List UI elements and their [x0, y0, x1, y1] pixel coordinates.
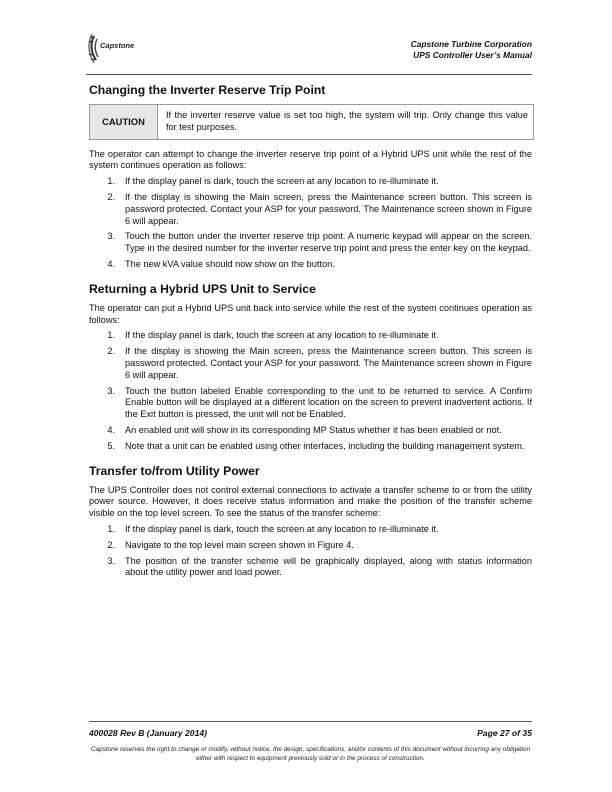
page-number: Page 27 of 35 [477, 728, 532, 738]
company-name: Capstone Turbine Corporation [410, 39, 532, 49]
step-text: Touch the button labeled Enable corresponding to the unit to be returned to service. A Confirm Enable button will be displayed at a different location on the screen to prevent inadvertent actions. If the Exit button is pressed, the unit will not be Enabled. [125, 385, 532, 420]
step-text: Touch the button under the inverter reserve trip point. A numeric keypad will appear on the screen. Type in the desired number for the inverter reserve trip point and press the enter key on the keypad. [125, 231, 532, 254]
step-number: 1. [107, 330, 115, 341]
section-title-inverter-reserve: Changing the Inverter Reserve Trip Point [89, 83, 326, 97]
list-item [89, 540, 532, 552]
section-title-transfer-utility-power: Transfer to/from Utility Power [89, 463, 260, 478]
step-number: 5. [107, 440, 115, 451]
step-text: If the display panel is dark, touch the screen at any location to re-illuminate it. [125, 523, 439, 534]
caution-text: If the inverter reserve value is set too high, the system will trip. Only change this value for test purposes. [166, 110, 528, 132]
step-text: The new kVA value should now show on the button. [125, 258, 335, 269]
list-item [89, 259, 532, 271]
list-item [89, 346, 532, 381]
step-text: Navigate to the top level main screen shown in Figure 4. [125, 539, 354, 550]
step-number: 2. [107, 539, 115, 550]
caution-label: CAUTION [90, 105, 158, 139]
section-intro: The operator can attempt to change the inverter reserve trip point of a Hybrid UPS unit while the rest of the system continues operation as follows: [89, 148, 532, 171]
capstone-logo [86, 30, 146, 66]
list-item [89, 556, 532, 580]
list-item [89, 441, 532, 453]
step-number: 3. [107, 231, 115, 242]
steps-list [89, 330, 532, 452]
header-titles [411, 39, 532, 60]
step-text: If the display panel is dark, touch the screen at any location to re-illuminate it. [125, 330, 439, 341]
step-number: 1. [107, 523, 115, 534]
list-item [89, 425, 532, 437]
page-content [89, 83, 532, 590]
step-number: 3. [107, 385, 115, 396]
step-text: If the display is showing the Main screen, press the Maintenance screen button. This screen is password protected. Contact your ASP for your password. The Maintenance screen shown in Figure 6 will appear. [125, 191, 532, 226]
logo-text: Capstone [100, 41, 135, 50]
step-number: 2. [107, 191, 115, 202]
list-item [89, 386, 532, 421]
step-text: An enabled unit will show in its corresponding MP Status whether it has been enabled or not. [125, 424, 502, 435]
footer-disclaimer: Capstone reserves the right to change or modify, without notice, the design, specifications, and/or contents of this document without incurring any obligation either with respect to equipment previously sold or in the process of construction. [90, 746, 531, 762]
step-text: The position of the transfer scheme will be graphically displayed, along with status information about the utility power and load power. [125, 555, 532, 578]
document-id: 400028 Rev B (January 2014) [89, 728, 208, 738]
step-number: 2. [107, 346, 115, 357]
section-intro: The UPS Controller does not control external connections to activate a transfer scheme to or from the utility power source. However, it does receive status information and make the position of the transfer scheme visible on the top level screen. To see the status of the transfer scheme: [89, 484, 532, 519]
step-number: 4. [107, 424, 115, 435]
step-number: 3. [107, 555, 115, 566]
step-number: 1. [107, 176, 115, 187]
step-text: Note that a unit can be enabled using other interfaces, including the building management system. [125, 440, 525, 451]
steps-list [89, 524, 532, 579]
list-item [89, 231, 532, 255]
step-number: 4. [107, 258, 115, 269]
manual-title: UPS Controller User’s Manual [413, 49, 532, 60]
page-header [86, 30, 532, 75]
list-item [89, 524, 532, 536]
step-text: If the display panel is dark, touch the screen at any location to re-illuminate it. [125, 176, 439, 187]
list-item [89, 176, 532, 188]
list-item [89, 330, 532, 342]
page-footer [89, 721, 532, 763]
section-title-returning-to-service: Returning a Hybrid UPS Unit to Service [89, 281, 316, 296]
caution-box [89, 104, 534, 140]
steps-list [89, 176, 532, 271]
step-text: If the display is showing the Main screen, press the Maintenance screen button. This screen is password protected. Contact your ASP for your password. The Maintenance screen shown in Figure 6 will appear. [125, 346, 532, 380]
list-item [89, 192, 532, 227]
section-intro: The operator can put a Hybrid UPS unit back into service while the rest of the system continues operation as follows: [89, 302, 532, 325]
